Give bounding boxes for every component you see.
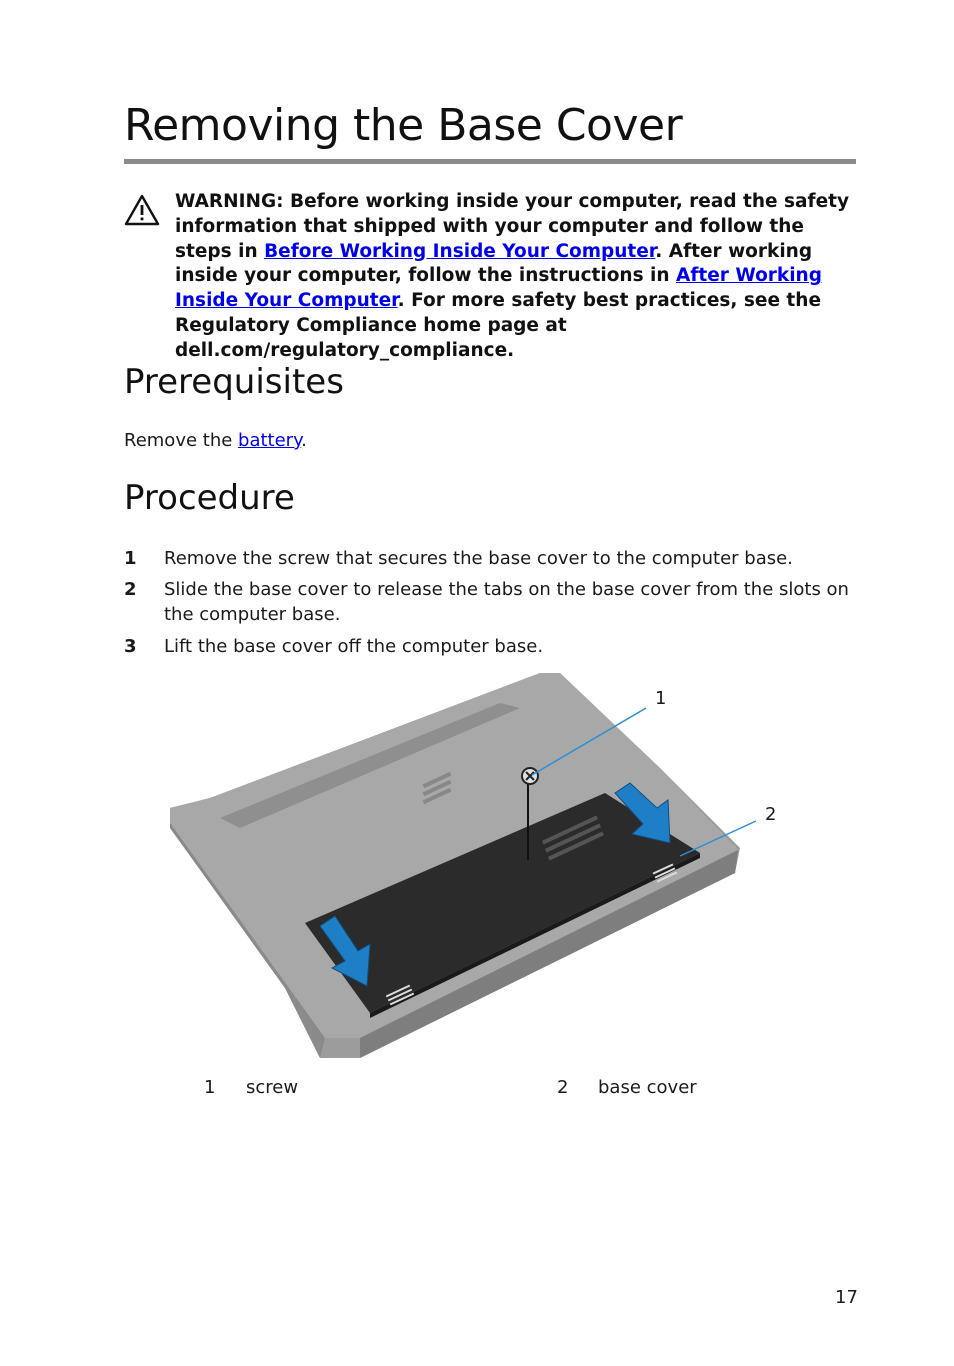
prerequisites-text: [124, 430, 307, 451]
warning-prefix: WARNING: Before working inside your computer, read the safety information that shipped with your computer and follow the steps in: [175, 191, 850, 262]
warning-icon: [124, 194, 160, 226]
base-cover-illustration: [160, 668, 800, 1068]
warning-text: [175, 190, 855, 364]
before-working-link[interactable]: Before Working Inside Your Computer: [264, 240, 656, 262]
legend-num: 1: [204, 1077, 216, 1098]
legend-num: 2: [557, 1077, 569, 1098]
prereq-suffix: .: [301, 430, 307, 451]
step-number: 1: [124, 548, 137, 569]
after-working-link[interactable]: After Working Inside Your Computer: [175, 265, 822, 312]
prereq-prefix: Remove the: [124, 430, 239, 451]
legend-label: screw: [246, 1077, 299, 1098]
step-text: Remove the screw that secures the base cover to the computer base.: [164, 548, 793, 569]
prerequisites-heading: Prerequisites: [124, 362, 344, 402]
battery-link[interactable]: battery: [238, 430, 302, 451]
step-text: Slide the base cover to release the tabs on the base cover from the slots on the computer base.: [164, 579, 849, 625]
page-title: Removing the Base Cover: [124, 100, 683, 151]
warning-middle: . After working inside your computer, follow the instructions in: [175, 240, 813, 287]
callout-2: 2: [765, 804, 777, 825]
title-rule: [124, 159, 856, 164]
legend-label: base cover: [598, 1077, 697, 1098]
step-number: 2: [124, 579, 137, 600]
step-text: Lift the base cover off the computer base.: [164, 636, 544, 657]
step-number: 3: [124, 636, 137, 657]
warning-suffix: . For more safety best practices, see the Regulatory Compliance home page at dell.com/regulatory_compliance.: [175, 290, 821, 361]
page-number: 17: [835, 1287, 858, 1308]
callout-1: 1: [655, 688, 667, 709]
procedure-heading: Procedure: [124, 478, 295, 518]
